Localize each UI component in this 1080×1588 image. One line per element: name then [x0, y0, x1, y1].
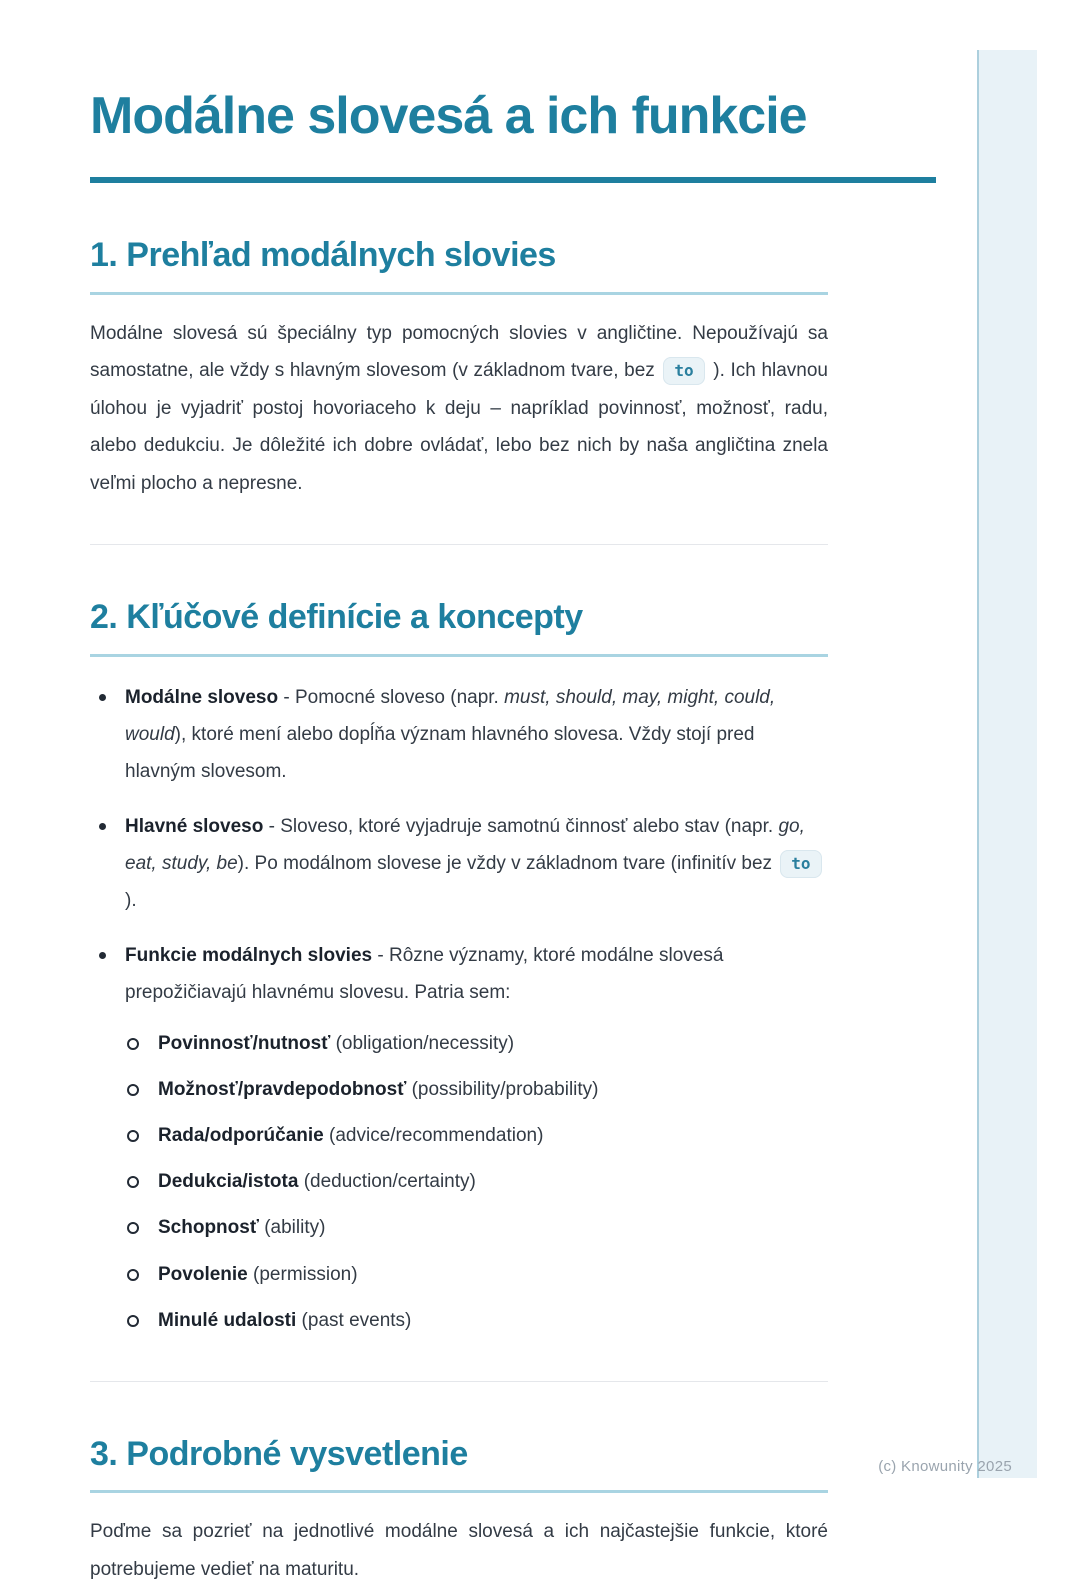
sublist-item: [125, 1209, 828, 1246]
circle-bullet-icon: [127, 1269, 139, 1281]
section-heading-definitions: 2. Kľúčové definície a koncepty: [90, 598, 583, 637]
text-segment: Schopnosť: [158, 1217, 259, 1239]
list-item: [90, 679, 828, 790]
text-segment: ), ktoré mení alebo dopĺňa význam hlavného slovesa. Vždy stojí pred hlavným slovesom.: [125, 723, 755, 782]
text-segment: (ability): [258, 1217, 326, 1239]
title-rule: [90, 177, 936, 183]
text-segment: Minulé udalosti: [158, 1309, 297, 1331]
bullet-icon: [99, 694, 106, 701]
heading-underline: [90, 654, 828, 657]
list-item-text: [125, 945, 723, 1003]
text-segment: Rada/odporúčanie: [158, 1125, 324, 1147]
circle-bullet-icon: [127, 1038, 139, 1050]
section-divider: [90, 1381, 828, 1382]
text-segment: Poďme sa pozrieť na jednotlivé modálne slovesá a ich najčastejšie funkcie, ktoré potrebujeme vedieť na maturitu.: [90, 1521, 828, 1580]
list-item-text: [125, 816, 825, 911]
overview-paragraph: [90, 315, 828, 502]
section-explanation: [90, 1434, 828, 1588]
sublist-item: [125, 1071, 828, 1108]
circle-bullet-icon: [127, 1130, 139, 1142]
circle-bullet-icon: [127, 1176, 139, 1188]
text-segment: (possibility/probability): [406, 1079, 599, 1101]
section-definitions: [90, 597, 828, 1339]
circle-bullet-icon: [127, 1315, 139, 1327]
text-segment: Povinnosť/nutnosť: [158, 1033, 331, 1055]
circle-bullet-icon: [127, 1084, 139, 1096]
section-overview: [90, 235, 828, 502]
sublist-item: [125, 1256, 828, 1293]
section-heading-explanation: 3. Podrobné vysvetlenie: [90, 1434, 468, 1473]
text-segment: Dedukcia/istota: [158, 1171, 299, 1193]
text-segment: must, should, may, might, could, would: [125, 686, 776, 745]
functions-sublist: [125, 1025, 828, 1338]
sublist-item-text: [158, 1171, 476, 1192]
heading-underline: [90, 292, 828, 295]
text-segment: Modálne slovesá sú špeciálny typ pomocných slovies v angličtine. Nepoužívajú sa samostatne, ale vždy s hlavným slovesom (v základnom tvare, bez: [90, 322, 828, 382]
sublist-item: [125, 1302, 828, 1339]
sublist-item-text: [158, 1264, 358, 1285]
sublist-item-text: [158, 1125, 543, 1146]
definitions-list: [90, 679, 828, 1339]
text-segment: ).: [125, 890, 137, 912]
sublist-item: [125, 1025, 828, 1062]
text-segment: Hlavné sloveso: [125, 816, 264, 838]
inline-code-chip: to: [663, 357, 704, 385]
explanation-paragraph: [90, 1513, 828, 1588]
sublist-item-text: [158, 1310, 411, 1331]
list-item: [90, 808, 828, 919]
text-segment: Funkcie modálnych slovies: [125, 945, 373, 967]
text-segment: (permission): [247, 1263, 358, 1285]
footer-credit: (c) Knowunity 2025: [878, 1458, 1012, 1475]
text-segment: Možnosť/pravdepodobnosť: [158, 1079, 407, 1101]
sublist-item: [125, 1163, 828, 1200]
text-segment: - Sloveso, ktoré vyjadruje samotnú činnosť alebo stav (napr.: [263, 816, 779, 838]
sublist-item-text: [158, 1033, 514, 1054]
heading-underline: [90, 1490, 828, 1493]
bullet-icon: [99, 952, 106, 959]
page-title: Modálne slovesá a ich funkcie: [90, 87, 807, 145]
list-item-text: [125, 687, 775, 782]
side-stripe: [977, 50, 1037, 1478]
text-segment: - Rôzne významy, ktoré modálne slovesá prepožičiavajú hlavnému slovesu. Patria sem:: [125, 945, 724, 1004]
list-item: [90, 937, 828, 1338]
text-segment: (deduction/certainty): [298, 1171, 476, 1193]
text-segment: Modálne sloveso: [125, 686, 279, 708]
text-segment: go, eat, study, be: [125, 816, 805, 875]
section-heading-overview: 1. Prehľad modálnych slovies: [90, 236, 556, 275]
circle-bullet-icon: [127, 1222, 139, 1234]
sublist-item-text: [158, 1217, 325, 1238]
bullet-icon: [99, 823, 106, 830]
text-segment: ). Ich hlavnou úlohou je vyjadriť postoj hovoriaceho k deju – napríklad povinnosť, možnosť, radu, alebo dedukciu. Je dôležité ich dobre ovládať, lebo bez nich by naša angličtina znela veľmi plocho a nepresne.: [90, 360, 828, 494]
inline-code-chip: to: [780, 850, 821, 878]
sublist-item: [125, 1117, 828, 1154]
text-segment: Povolenie: [158, 1263, 248, 1285]
text-segment: (advice/recommendation): [323, 1125, 544, 1147]
section-divider: [90, 544, 828, 545]
text-segment: ). Po modálnom slovese je vždy v základnom tvare (infinitív bez: [237, 853, 778, 875]
text-segment: (past events): [296, 1309, 412, 1331]
text-segment: (obligation/necessity): [330, 1033, 515, 1055]
text-segment: - Pomocné sloveso (napr.: [278, 686, 505, 708]
document-content: [90, 88, 828, 1588]
sublist-item-text: [158, 1079, 599, 1100]
